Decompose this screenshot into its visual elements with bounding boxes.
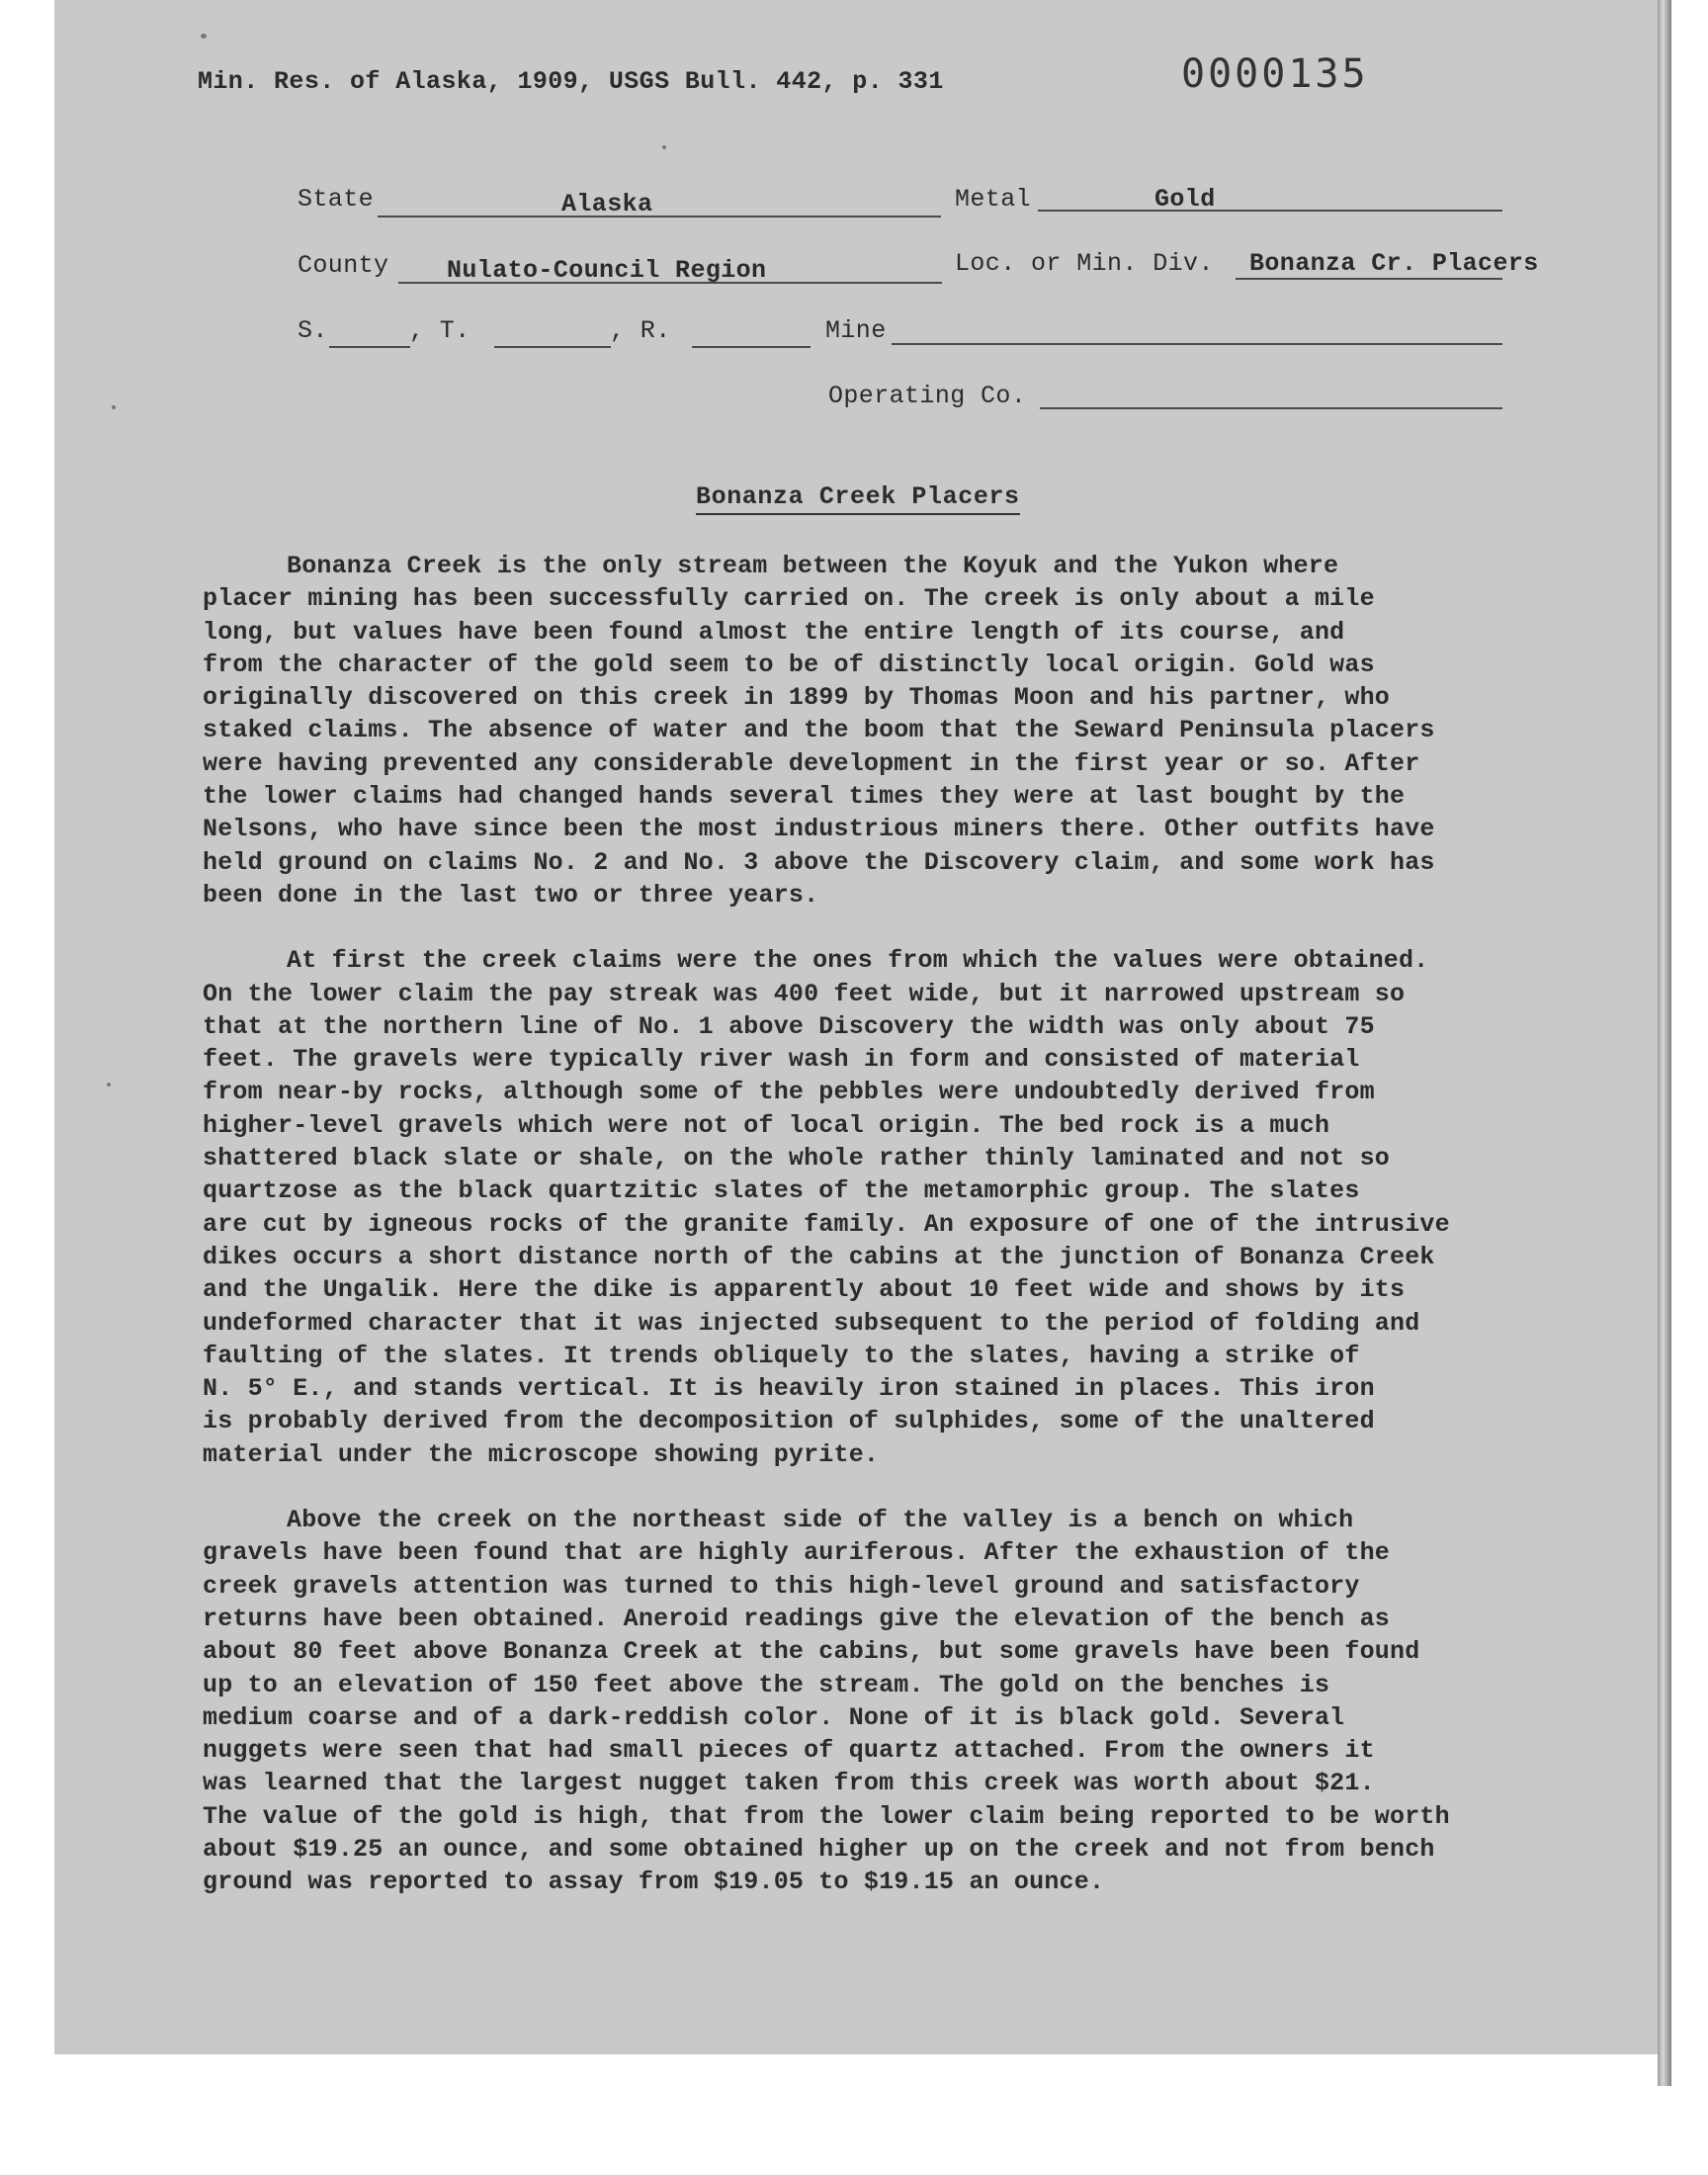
state-value: Alaska	[561, 190, 653, 218]
metal-value: Gold	[1154, 185, 1216, 214]
paragraph-line: material under the microscope showing pyrite.	[203, 1439, 880, 1469]
paragraph-line: quartzose as the black quartzitic slates of the metamorphic group. The slates	[203, 1176, 1360, 1206]
paragraph-line: that at the northern line of No. 1 above Discovery the width was only about 75	[203, 1011, 1375, 1041]
paragraph-line: creek gravels attention was turned to this high-level ground and satisfactory	[203, 1571, 1360, 1601]
mine-label: Mine	[825, 316, 887, 345]
paragraph-line: N. 5° E., and stands vertical. It is heavily iron stained in places. This iron	[203, 1374, 1375, 1404]
scan-speck	[112, 405, 116, 409]
paragraph-line: returns have been obtained. Aneroid readings give the elevation of the bench as	[203, 1604, 1390, 1633]
scan-margin	[0, 2086, 1708, 2175]
paragraph-line: were having prevented any considerable development in the first year or so. After	[203, 748, 1420, 778]
scan-speck	[201, 34, 207, 39]
article-title: Bonanza Creek Placers	[696, 482, 1020, 515]
paragraph-line: from the character of the gold seem to be of distinctly local origin. Gold was	[203, 650, 1375, 679]
loc-value: Bonanza Cr. Placers	[1249, 249, 1539, 278]
section-label: S.	[298, 316, 328, 345]
paragraph-line: higher-level gravels which were not of local origin. The bed rock is a much	[203, 1110, 1330, 1140]
paragraph-line: medium coarse and of a dark-reddish color. None of it is black gold. Several	[203, 1702, 1345, 1732]
state-field-line	[378, 216, 941, 218]
paragraph-line: Bonanza Creek is the only stream between the Koyuk and the Yukon where	[287, 552, 1339, 580]
paragraph-line: nuggets were seen that had small pieces of quartz attached. From the owners it	[203, 1736, 1375, 1766]
metal-label: Metal	[955, 185, 1032, 214]
paragraph-line: staked claims. The absence of water and the boom that the Seward Peninsula placers	[203, 716, 1435, 745]
range-label: , R.	[610, 316, 671, 345]
paragraph	[203, 944, 1596, 1471]
paragraph-line: been done in the last two or three years.	[203, 880, 819, 910]
mine-field-line	[892, 343, 1502, 345]
paragraph-line: shattered black slate or shale, on the whole rather thinly laminated and not so	[203, 1144, 1390, 1174]
paragraph-line: undeformed character that it was injected subsequent to the period of folding and	[203, 1308, 1420, 1338]
county-value: Nulato-Council Region	[447, 256, 767, 285]
article-body	[203, 550, 1596, 1932]
section-field-line	[329, 346, 410, 348]
state-label: State	[298, 185, 375, 214]
paragraph-line: At first the creek claims were the ones from which the values were obtained.	[287, 946, 1429, 976]
paragraph-line: is probably derived from the decomposition of sulphides, some of the unaltered	[203, 1407, 1375, 1436]
paragraph-line: Nelsons, who have since been the most industrious miners there. Other outfits have	[203, 815, 1435, 844]
paragraph-line: Above the creek on the northeast side of the valley is a bench on which	[287, 1506, 1354, 1535]
paragraph	[203, 1504, 1596, 1899]
metal-field-line	[1038, 210, 1502, 212]
paragraph-line: dikes occurs a short distance north of the cabins at the junction of Bonanza Creek	[203, 1242, 1435, 1271]
paragraph-line: feet. The gravels were typically river wash in form and consisted of material	[203, 1045, 1360, 1075]
document-number: 0000135	[1181, 51, 1369, 97]
paragraph-line: long, but values have been found almost the entire length of its course, and	[203, 617, 1345, 647]
operating-co-label: Operating Co.	[828, 382, 1027, 410]
operating-co-field-line	[1040, 407, 1502, 409]
county-label: County	[298, 251, 389, 280]
paragraph	[203, 550, 1596, 912]
loc-field-line	[1236, 278, 1502, 280]
paragraph-line: are cut by igneous rocks of the granite family. An exposure of one of the intrusive	[203, 1209, 1450, 1239]
citation-header: Min. Res. of Alaska, 1909, USGS Bull. 442, p. 331	[198, 67, 944, 96]
range-field-line	[692, 346, 811, 348]
paragraph-line: about $19.25 an ounce, and some obtained higher up on the creek and not from bench	[203, 1834, 1435, 1864]
paragraph-line: about 80 feet above Bonanza Creek at the cabins, but some gravels have been found	[203, 1637, 1420, 1667]
page-edge-shadow	[1658, 0, 1671, 2086]
paragraph-line: the lower claims had changed hands several times they were at last bought by the	[203, 782, 1406, 812]
paragraph-line: was learned that the largest nugget taken from this creek was worth about $21.	[203, 1769, 1375, 1798]
paragraph-line: up to an elevation of 150 feet above the stream. The gold on the benches is	[203, 1670, 1330, 1699]
paragraph-line: faulting of the slates. It trends obliquely to the slates, having a strike of	[203, 1341, 1360, 1370]
paragraph-line: On the lower claim the pay streak was 400 feet wide, but it narrowed upstream so	[203, 979, 1406, 1008]
paragraph-line: placer mining has been successfully carried on. The creek is only about a mile	[203, 584, 1375, 614]
scan-speck	[107, 1083, 111, 1087]
paragraph-line: ground was reported to assay from $19.05 to $19.15 an ounce.	[203, 1868, 1105, 1897]
loc-label: Loc. or Min. Div.	[955, 249, 1214, 278]
paragraph-line: held ground on claims No. 2 and No. 3 above the Discovery claim, and some work has	[203, 847, 1435, 877]
paragraph-line: from near-by rocks, although some of the pebbles were undoubtedly derived from	[203, 1078, 1375, 1107]
township-field-line	[494, 346, 611, 348]
paragraph-line: gravels have been found that are highly auriferous. After the exhaustion of the	[203, 1538, 1390, 1568]
paragraph-line: and the Ungalik. Here the dike is apparently about 10 feet wide and shows by its	[203, 1275, 1406, 1305]
paragraph-line: originally discovered on this creek in 1899 by Thomas Moon and his partner, who	[203, 683, 1390, 713]
paragraph-line: The value of the gold is high, that from the lower claim being reported to be worth	[203, 1801, 1450, 1831]
scan-speck	[662, 145, 666, 149]
township-label: , T.	[409, 316, 470, 345]
